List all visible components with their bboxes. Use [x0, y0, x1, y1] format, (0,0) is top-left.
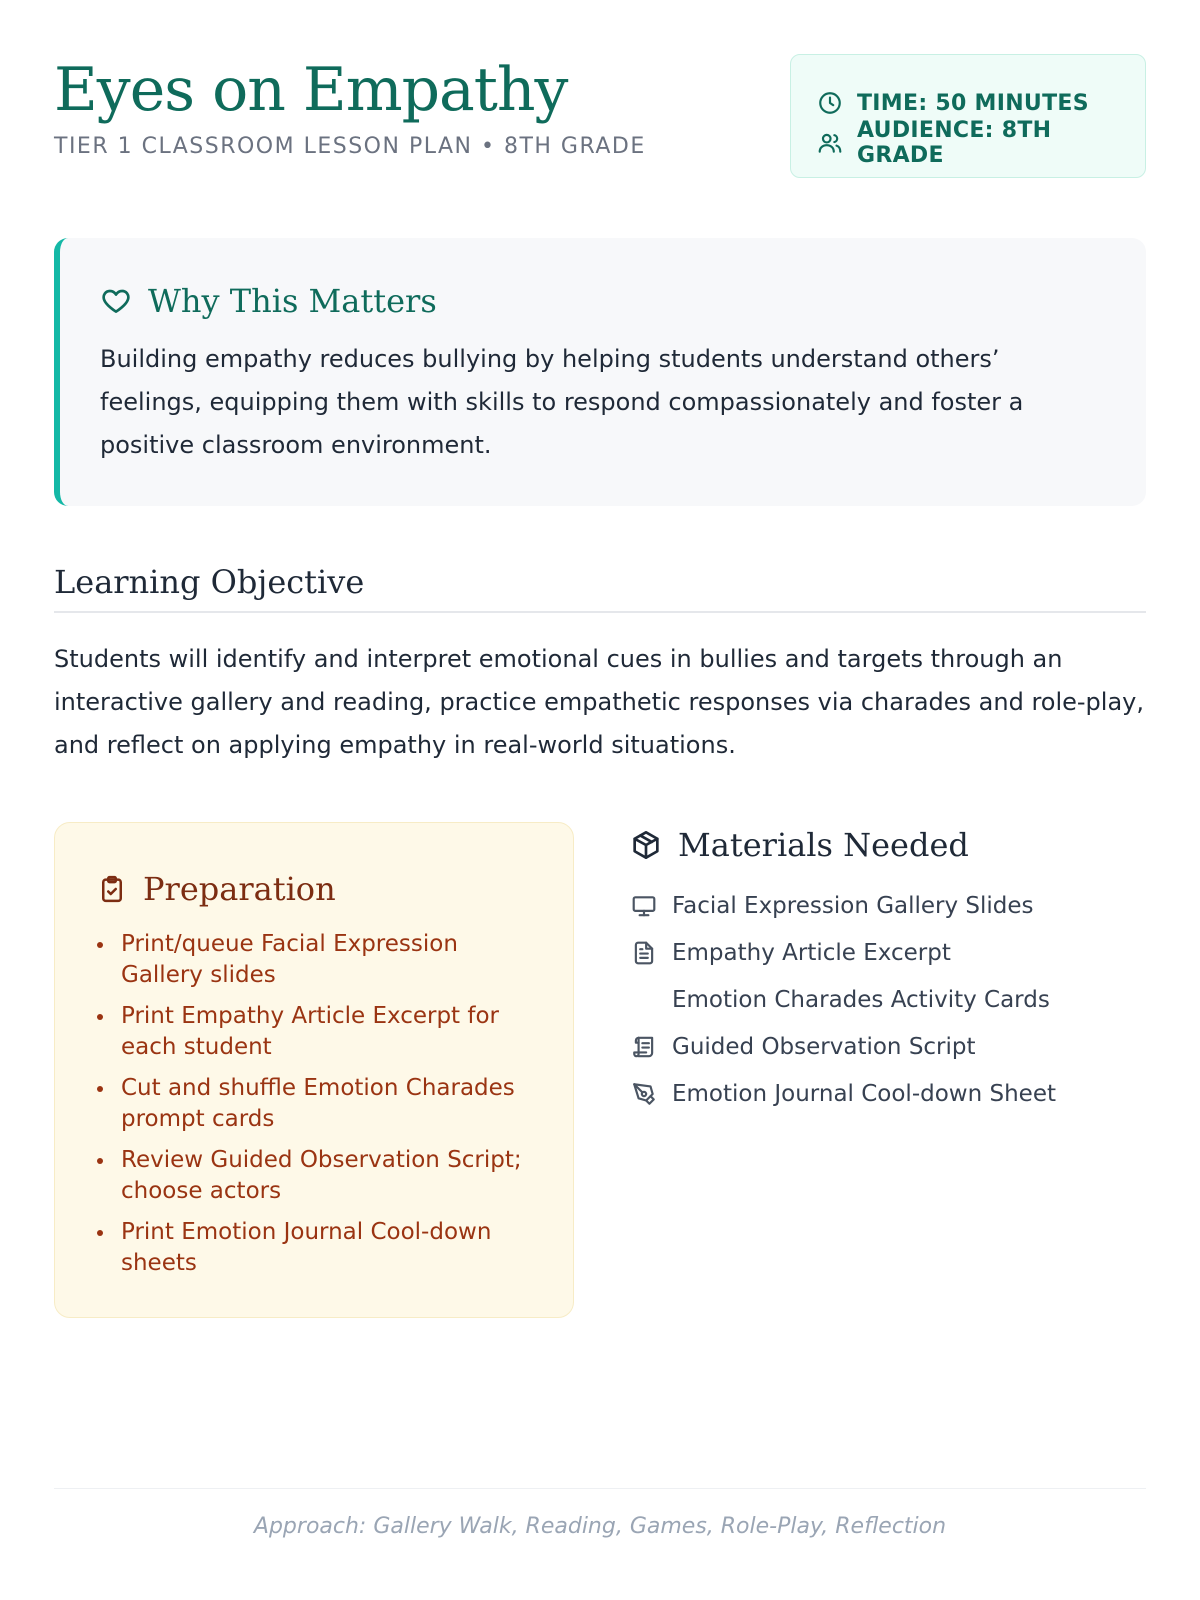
why-text: Building empathy reduces bullying by helping students understand others’ feelings, equipping them with skills to respond compassionately and foster a positive classroom environment.	[100, 345, 1024, 459]
materials-item	[630, 976, 1150, 1023]
why-this-matters-card	[54, 238, 1146, 506]
materials-section	[630, 822, 1150, 1117]
footer-divider	[54, 1488, 1146, 1489]
heart-icon	[100, 285, 132, 317]
clock-icon	[817, 90, 843, 116]
preparation-item: Review Guided Observation Script; choose actors	[97, 1145, 533, 1207]
header	[54, 50, 1146, 190]
time-label: TIME: 50 MINUTES	[857, 90, 1089, 116]
materials-list	[630, 882, 1150, 1117]
preparation-item: Print/queue Facial Expression Gallery slides	[97, 929, 533, 991]
materials-item-label: Guided Observation Script	[672, 1033, 976, 1060]
audience-label: AUDIENCE: 8TH GRADE	[857, 118, 1052, 168]
clipboard-check-icon	[97, 874, 127, 904]
materials-title: Materials Needed	[678, 826, 969, 864]
document-icon	[631, 940, 657, 966]
monitor-icon	[631, 893, 657, 919]
learning-objective-text: Students will identify and interpret emotional cues in bullies and targets through an interactive gallery and reading, practice empathetic responses via charades and role-play, and reflect on applying empathy in real-world situations.	[54, 645, 1144, 759]
page-subtitle: TIER 1 CLASSROOM LESSON PLAN • 8TH GRADE	[54, 134, 646, 159]
scroll-icon	[631, 1034, 657, 1060]
time-row	[817, 83, 1145, 123]
materials-item	[630, 882, 1150, 929]
materials-item-label: Emotion Journal Cool-down Sheet	[672, 1080, 1056, 1107]
preparation-item: Cut and shuffle Emotion Charades prompt cards	[97, 1073, 533, 1135]
preparation-card	[54, 822, 574, 1318]
preparation-item: Print Empathy Article Excerpt for each student	[97, 1001, 533, 1063]
page-title: Eyes on Empathy	[54, 55, 568, 125]
materials-item	[630, 1023, 1150, 1070]
lesson-meta-box	[790, 54, 1146, 178]
why-header	[100, 278, 1106, 324]
audience-row	[817, 118, 1145, 168]
footer-approach: Approach: Gallery Walk, Reading, Games, Role-Play, Reflection	[253, 1514, 947, 1539]
blank-icon-slot	[630, 986, 658, 1014]
materials-item-label: Empathy Article Excerpt	[672, 939, 951, 966]
pen-tool-icon	[631, 1081, 657, 1107]
preparation-item: Print Emotion Journal Cool-down sheets	[97, 1217, 533, 1279]
materials-item-label: Facial Expression Gallery Slides	[672, 892, 1034, 919]
preparation-title: Preparation	[143, 870, 336, 908]
preparation-list	[97, 929, 533, 1279]
why-title: Why This Matters	[148, 282, 437, 320]
materials-item	[630, 1070, 1150, 1117]
users-icon	[817, 130, 843, 156]
materials-item-label: Emotion Charades Activity Cards	[672, 986, 1050, 1013]
materials-header	[630, 822, 1150, 868]
materials-item	[630, 929, 1150, 976]
package-icon	[630, 829, 662, 861]
preparation-header	[97, 867, 533, 911]
learning-objective-title: Learning Objective	[54, 563, 1146, 613]
